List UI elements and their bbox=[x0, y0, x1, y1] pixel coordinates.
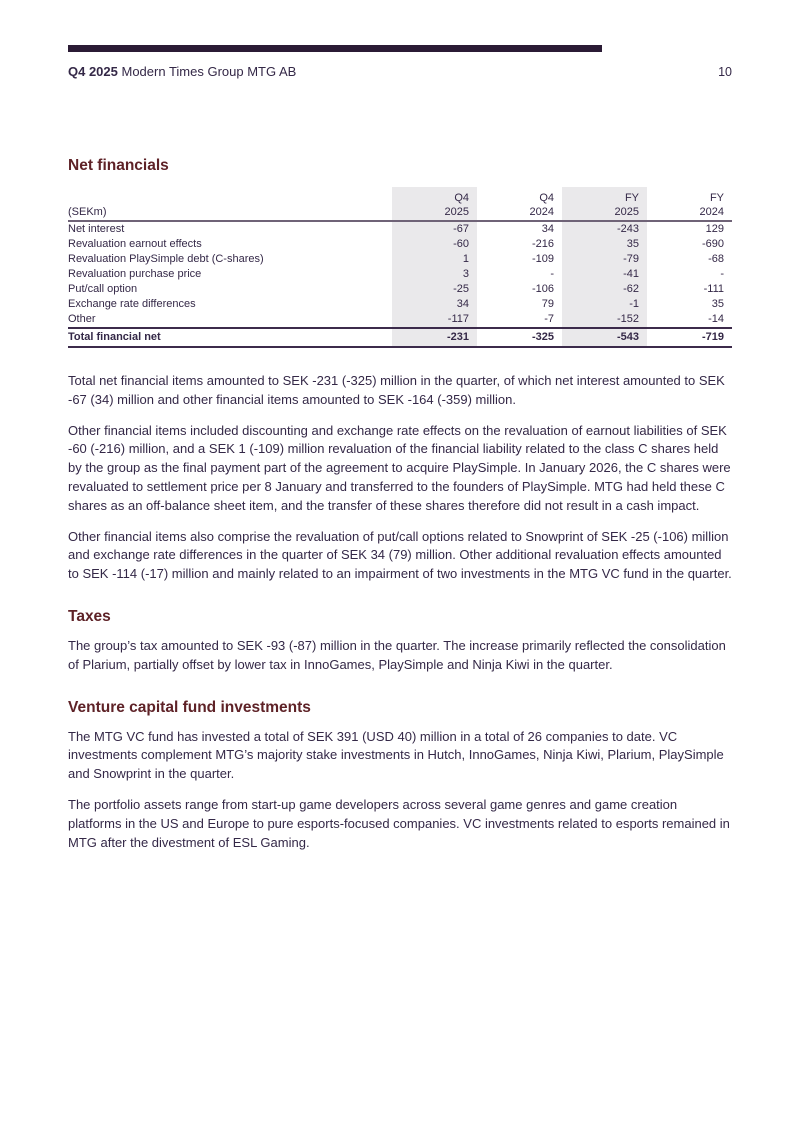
venture-paragraph: The MTG VC fund has invested a total of SEK 391 (USD 40) million in a total of 26 companies to date. VC investments complement MTG’s majority stake investments in Hutch, InnoGames, Ninja Kiwi, Plarium, PlaySimple and Snowprint in the quarter. bbox=[68, 728, 724, 782]
document-header bbox=[68, 63, 732, 81]
cell-value: 1 bbox=[392, 252, 477, 267]
cell-value: 35 bbox=[562, 237, 647, 252]
cell-value: - bbox=[720, 268, 724, 280]
net-financials-table bbox=[68, 187, 732, 348]
table-row bbox=[68, 267, 732, 282]
report-period: Q4 2025 bbox=[68, 64, 118, 79]
total-cell-value: -719 bbox=[647, 328, 732, 347]
venture-paragraph: The portfolio assets range from start-up game developers across several game genres and game creation platforms in the US and Europe to pure esports-focused companies. VC investments related to esports remained in MTG after the divestment of ESL Gaming. bbox=[68, 796, 730, 850]
table-unit-label: (SEKm) bbox=[68, 205, 392, 221]
column-header-period: FY bbox=[562, 187, 647, 205]
column-header-period: Q4 bbox=[539, 192, 554, 204]
net-financials-paragraph: Total net financial items amounted to SEK -231 (-325) million in the quarter, of which net interest amounted to SEK -67 (34) million and other financial items amounted to SEK -164 (-359) million. bbox=[68, 373, 725, 407]
net-financials-paragraph: Other financial items also comprise the revaluation of put/call options related to Snowprint of SEK -25 (-106) million and exchange rate differences in the quarter of SEK 34 (79) million. Other additional revaluation effects amounted to SEK -114 (-17) million and mainly related to an impairment of two investments in the MTG VC fund in the quarter. bbox=[68, 528, 732, 582]
column-header-year: 2024 bbox=[477, 205, 562, 221]
report-title bbox=[68, 63, 296, 81]
cell-value: -7 bbox=[544, 313, 554, 325]
cell-value: -41 bbox=[562, 267, 647, 282]
company-name: Modern Times Group MTG AB bbox=[121, 64, 297, 79]
column-header-year: 2025 bbox=[392, 205, 477, 221]
table-total-row bbox=[68, 328, 732, 347]
section-title-venture-capital: Venture capital fund investments bbox=[68, 698, 311, 716]
cell-value: -106 bbox=[531, 283, 554, 295]
cell-value: -14 bbox=[708, 313, 724, 325]
total-cell-value: -325 bbox=[477, 328, 562, 347]
row-label: Put/call option bbox=[68, 283, 138, 295]
cell-value: -117 bbox=[392, 312, 477, 328]
cell-value: -68 bbox=[708, 253, 724, 265]
cell-value: -25 bbox=[392, 282, 477, 297]
table-row bbox=[68, 312, 732, 328]
taxes-paragraph: The group’s tax amounted to SEK -93 (-87) million in the quarter. The increase primarily reflected the consolidation of Plarium, partially offset by lower tax in InnoGames, PlaySimple and Ninja Kiwi in the quarter. bbox=[68, 637, 726, 672]
cell-value: 34 bbox=[541, 223, 554, 235]
table-header-period-row bbox=[68, 187, 732, 205]
total-cell-value: -231 bbox=[392, 328, 477, 347]
cell-value: -1 bbox=[562, 297, 647, 312]
row-label: Revaluation PlaySimple debt (C-shares) bbox=[68, 253, 264, 265]
cell-value: -60 bbox=[392, 237, 477, 252]
cell-value: -62 bbox=[562, 282, 647, 297]
cell-value: -111 bbox=[703, 283, 724, 295]
cell-value: -67 bbox=[392, 221, 477, 237]
row-label: Net interest bbox=[68, 223, 125, 235]
table-row bbox=[68, 237, 732, 252]
column-header-year: 2025 bbox=[562, 205, 647, 221]
section-title-taxes: Taxes bbox=[68, 607, 111, 625]
total-row-label: Total financial net bbox=[68, 328, 392, 347]
table-row bbox=[68, 282, 732, 297]
row-label: Revaluation earnout effects bbox=[68, 238, 202, 250]
table-row bbox=[68, 297, 732, 312]
row-label: Exchange rate differences bbox=[68, 298, 196, 310]
cell-value: -690 bbox=[701, 238, 724, 250]
cell-value: 34 bbox=[392, 297, 477, 312]
net-financials-paragraph: Other financial items included discounting and exchange rate effects on the revaluation of earnout liabilities of SEK -60 (-216) million, and a SEK 1 (-109) million revaluation of the financial liability related to the class C shares held by the group as the final payment part of the agreement to acquire PlaySimple. In January 2026, the C shares were revaluated to settlement price per 8 January and transferred to the founders of PlaySimple. MTG had held these C shares as an off-balance sheet item, and the transfer of these shares therefore did not result in a cash impact. bbox=[68, 422, 731, 513]
table-header-year-row bbox=[68, 205, 732, 221]
cell-value: -79 bbox=[562, 252, 647, 267]
column-header-year: 2024 bbox=[647, 205, 732, 221]
cell-value: 3 bbox=[392, 267, 477, 282]
column-header-period: FY bbox=[709, 192, 724, 204]
column-header-period: Q4 bbox=[392, 187, 477, 205]
cell-value: -216 bbox=[531, 238, 554, 250]
row-label: Other bbox=[68, 313, 96, 325]
cell-value: 79 bbox=[541, 298, 554, 310]
total-cell-value: -543 bbox=[562, 328, 647, 347]
cell-value: -243 bbox=[562, 221, 647, 237]
cell-value: -152 bbox=[562, 312, 647, 328]
page-number: 10 bbox=[718, 65, 732, 79]
table-row bbox=[68, 221, 732, 237]
cell-value: 35 bbox=[711, 298, 724, 310]
top-accent-bar bbox=[68, 45, 602, 52]
table-row bbox=[68, 252, 732, 267]
cell-value: - bbox=[550, 268, 554, 280]
row-label: Revaluation purchase price bbox=[68, 268, 202, 280]
cell-value: -109 bbox=[531, 253, 554, 265]
cell-value: 129 bbox=[705, 223, 724, 235]
section-title-net-financials: Net financials bbox=[68, 157, 169, 174]
